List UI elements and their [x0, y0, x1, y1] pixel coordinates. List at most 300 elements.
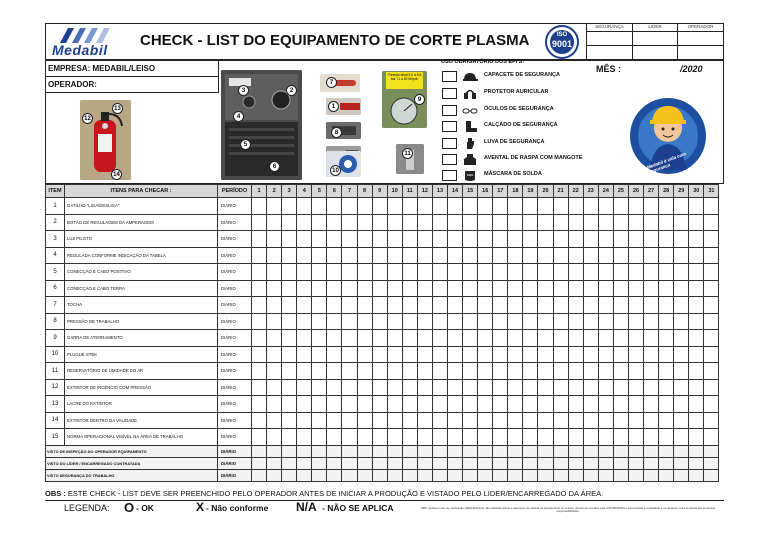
check-cell[interactable]	[689, 363, 704, 380]
visto-cell[interactable]	[372, 457, 387, 469]
check-cell[interactable]	[659, 198, 674, 215]
check-cell[interactable]	[448, 247, 463, 264]
visto-cell[interactable]	[372, 445, 387, 457]
check-cell[interactable]	[508, 198, 523, 215]
visto-cell[interactable]	[523, 445, 538, 457]
check-cell[interactable]	[613, 280, 628, 297]
visto-cell[interactable]	[267, 445, 282, 457]
check-cell[interactable]	[704, 429, 719, 446]
check-cell[interactable]	[342, 412, 357, 429]
check-cell[interactable]	[598, 247, 613, 264]
check-cell[interactable]	[372, 396, 387, 413]
check-cell[interactable]	[644, 297, 659, 314]
visto-cell[interactable]	[613, 445, 628, 457]
visto-cell[interactable]	[493, 469, 508, 481]
check-cell[interactable]	[674, 429, 689, 446]
check-cell[interactable]	[628, 346, 643, 363]
visto-cell[interactable]	[659, 469, 674, 481]
check-cell[interactable]	[327, 280, 342, 297]
check-cell[interactable]	[478, 363, 493, 380]
check-cell[interactable]	[493, 379, 508, 396]
check-cell[interactable]	[342, 198, 357, 215]
visto-cell[interactable]	[523, 457, 538, 469]
check-cell[interactable]	[644, 313, 659, 330]
check-cell[interactable]	[402, 231, 417, 248]
check-cell[interactable]	[478, 429, 493, 446]
visto-cell[interactable]	[282, 457, 297, 469]
check-cell[interactable]	[312, 297, 327, 314]
visto-cell[interactable]	[538, 445, 553, 457]
visto-cell[interactable]	[553, 469, 568, 481]
check-cell[interactable]	[508, 247, 523, 264]
visto-cell[interactable]	[402, 469, 417, 481]
check-cell[interactable]	[493, 346, 508, 363]
check-cell[interactable]	[402, 429, 417, 446]
check-cell[interactable]	[659, 297, 674, 314]
check-cell[interactable]	[327, 231, 342, 248]
check-cell[interactable]	[463, 379, 478, 396]
check-cell[interactable]	[644, 429, 659, 446]
check-cell[interactable]	[372, 330, 387, 347]
check-cell[interactable]	[568, 429, 583, 446]
check-cell[interactable]	[493, 313, 508, 330]
check-cell[interactable]	[372, 363, 387, 380]
check-cell[interactable]	[372, 379, 387, 396]
check-cell[interactable]	[448, 231, 463, 248]
check-cell[interactable]	[402, 280, 417, 297]
visto-cell[interactable]	[448, 445, 463, 457]
check-cell[interactable]	[357, 214, 372, 231]
check-cell[interactable]	[523, 198, 538, 215]
check-cell[interactable]	[583, 346, 598, 363]
epi-checkbox[interactable]	[442, 138, 457, 149]
check-cell[interactable]	[508, 297, 523, 314]
check-cell[interactable]	[267, 198, 282, 215]
check-cell[interactable]	[357, 264, 372, 281]
check-cell[interactable]	[508, 412, 523, 429]
check-cell[interactable]	[478, 396, 493, 413]
check-cell[interactable]	[538, 247, 553, 264]
check-cell[interactable]	[342, 396, 357, 413]
check-cell[interactable]	[342, 346, 357, 363]
check-cell[interactable]	[644, 198, 659, 215]
check-cell[interactable]	[312, 396, 327, 413]
check-cell[interactable]	[357, 429, 372, 446]
check-cell[interactable]	[613, 231, 628, 248]
check-cell[interactable]	[704, 346, 719, 363]
check-cell[interactable]	[478, 264, 493, 281]
visto-cell[interactable]	[674, 469, 689, 481]
check-cell[interactable]	[553, 198, 568, 215]
check-cell[interactable]	[463, 330, 478, 347]
check-cell[interactable]	[402, 346, 417, 363]
check-cell[interactable]	[659, 280, 674, 297]
check-cell[interactable]	[372, 313, 387, 330]
check-cell[interactable]	[327, 198, 342, 215]
check-cell[interactable]	[553, 396, 568, 413]
check-cell[interactable]	[387, 297, 402, 314]
check-cell[interactable]	[387, 363, 402, 380]
visto-cell[interactable]	[342, 457, 357, 469]
check-cell[interactable]	[613, 247, 628, 264]
check-cell[interactable]	[553, 429, 568, 446]
visto-cell[interactable]	[402, 445, 417, 457]
check-cell[interactable]	[432, 231, 447, 248]
check-cell[interactable]	[297, 363, 312, 380]
check-cell[interactable]	[252, 264, 267, 281]
check-cell[interactable]	[297, 264, 312, 281]
check-cell[interactable]	[568, 313, 583, 330]
visto-cell[interactable]	[598, 445, 613, 457]
check-cell[interactable]	[448, 396, 463, 413]
check-cell[interactable]	[644, 412, 659, 429]
check-cell[interactable]	[327, 429, 342, 446]
check-cell[interactable]	[674, 247, 689, 264]
check-cell[interactable]	[598, 231, 613, 248]
visto-cell[interactable]	[568, 457, 583, 469]
check-cell[interactable]	[613, 363, 628, 380]
check-cell[interactable]	[432, 313, 447, 330]
visto-cell[interactable]	[463, 445, 478, 457]
check-cell[interactable]	[432, 396, 447, 413]
check-cell[interactable]	[282, 313, 297, 330]
check-cell[interactable]	[553, 280, 568, 297]
check-cell[interactable]	[267, 214, 282, 231]
check-cell[interactable]	[689, 297, 704, 314]
visto-cell[interactable]	[387, 469, 402, 481]
visto-cell[interactable]	[417, 457, 432, 469]
check-cell[interactable]	[644, 280, 659, 297]
check-cell[interactable]	[463, 346, 478, 363]
check-cell[interactable]	[538, 429, 553, 446]
check-cell[interactable]	[372, 231, 387, 248]
empresa-field[interactable]	[45, 60, 219, 77]
check-cell[interactable]	[448, 297, 463, 314]
check-cell[interactable]	[689, 379, 704, 396]
check-cell[interactable]	[327, 330, 342, 347]
visto-cell[interactable]	[417, 469, 432, 481]
check-cell[interactable]	[282, 429, 297, 446]
visto-cell[interactable]	[659, 445, 674, 457]
check-cell[interactable]	[478, 198, 493, 215]
check-cell[interactable]	[417, 330, 432, 347]
check-cell[interactable]	[417, 396, 432, 413]
check-cell[interactable]	[282, 214, 297, 231]
check-cell[interactable]	[312, 214, 327, 231]
visto-cell[interactable]	[357, 445, 372, 457]
check-cell[interactable]	[628, 198, 643, 215]
check-cell[interactable]	[432, 363, 447, 380]
check-cell[interactable]	[387, 280, 402, 297]
check-cell[interactable]	[628, 264, 643, 281]
check-cell[interactable]	[659, 412, 674, 429]
check-cell[interactable]	[644, 264, 659, 281]
signature-cell[interactable]	[677, 45, 724, 60]
check-cell[interactable]	[432, 330, 447, 347]
visto-cell[interactable]	[628, 457, 643, 469]
visto-cell[interactable]	[538, 457, 553, 469]
check-cell[interactable]	[493, 297, 508, 314]
check-cell[interactable]	[523, 396, 538, 413]
check-cell[interactable]	[689, 214, 704, 231]
check-cell[interactable]	[282, 330, 297, 347]
check-cell[interactable]	[252, 280, 267, 297]
check-cell[interactable]	[659, 330, 674, 347]
visto-cell[interactable]	[628, 469, 643, 481]
check-cell[interactable]	[478, 379, 493, 396]
check-cell[interactable]	[432, 264, 447, 281]
check-cell[interactable]	[613, 313, 628, 330]
check-cell[interactable]	[372, 412, 387, 429]
check-cell[interactable]	[252, 198, 267, 215]
check-cell[interactable]	[357, 280, 372, 297]
check-cell[interactable]	[448, 330, 463, 347]
check-cell[interactable]	[613, 412, 628, 429]
check-cell[interactable]	[297, 330, 312, 347]
check-cell[interactable]	[463, 363, 478, 380]
check-cell[interactable]	[583, 313, 598, 330]
check-cell[interactable]	[508, 346, 523, 363]
check-cell[interactable]	[402, 363, 417, 380]
check-cell[interactable]	[312, 412, 327, 429]
check-cell[interactable]	[432, 247, 447, 264]
check-cell[interactable]	[538, 346, 553, 363]
check-cell[interactable]	[478, 330, 493, 347]
visto-cell[interactable]	[297, 469, 312, 481]
check-cell[interactable]	[267, 231, 282, 248]
visto-cell[interactable]	[538, 469, 553, 481]
check-cell[interactable]	[478, 231, 493, 248]
check-cell[interactable]	[387, 313, 402, 330]
check-cell[interactable]	[538, 231, 553, 248]
check-cell[interactable]	[282, 280, 297, 297]
visto-cell[interactable]	[267, 457, 282, 469]
visto-cell[interactable]	[267, 469, 282, 481]
check-cell[interactable]	[463, 429, 478, 446]
check-cell[interactable]	[568, 412, 583, 429]
visto-cell[interactable]	[553, 457, 568, 469]
check-cell[interactable]	[448, 363, 463, 380]
check-cell[interactable]	[252, 396, 267, 413]
check-cell[interactable]	[598, 396, 613, 413]
check-cell[interactable]	[357, 231, 372, 248]
check-cell[interactable]	[252, 429, 267, 446]
check-cell[interactable]	[568, 214, 583, 231]
check-cell[interactable]	[644, 363, 659, 380]
check-cell[interactable]	[598, 412, 613, 429]
check-cell[interactable]	[674, 280, 689, 297]
visto-cell[interactable]	[568, 469, 583, 481]
visto-cell[interactable]	[417, 445, 432, 457]
check-cell[interactable]	[267, 396, 282, 413]
check-cell[interactable]	[538, 330, 553, 347]
check-cell[interactable]	[508, 330, 523, 347]
check-cell[interactable]	[327, 264, 342, 281]
check-cell[interactable]	[463, 396, 478, 413]
visto-cell[interactable]	[432, 469, 447, 481]
check-cell[interactable]	[553, 363, 568, 380]
check-cell[interactable]	[493, 280, 508, 297]
check-cell[interactable]	[704, 330, 719, 347]
check-cell[interactable]	[553, 214, 568, 231]
epi-checkbox[interactable]	[442, 105, 457, 116]
check-cell[interactable]	[342, 231, 357, 248]
check-cell[interactable]	[297, 379, 312, 396]
check-cell[interactable]	[674, 264, 689, 281]
signature-cell[interactable]	[586, 45, 633, 60]
check-cell[interactable]	[508, 231, 523, 248]
check-cell[interactable]	[674, 330, 689, 347]
signature-cell[interactable]	[632, 45, 678, 60]
check-cell[interactable]	[448, 429, 463, 446]
check-cell[interactable]	[478, 280, 493, 297]
check-cell[interactable]	[387, 330, 402, 347]
check-cell[interactable]	[613, 429, 628, 446]
check-cell[interactable]	[598, 379, 613, 396]
visto-cell[interactable]	[583, 469, 598, 481]
check-cell[interactable]	[568, 280, 583, 297]
check-cell[interactable]	[417, 297, 432, 314]
visto-cell[interactable]	[312, 457, 327, 469]
check-cell[interactable]	[448, 346, 463, 363]
check-cell[interactable]	[659, 214, 674, 231]
check-cell[interactable]	[553, 346, 568, 363]
visto-cell[interactable]	[568, 445, 583, 457]
check-cell[interactable]	[704, 231, 719, 248]
check-cell[interactable]	[689, 264, 704, 281]
check-cell[interactable]	[312, 330, 327, 347]
check-cell[interactable]	[402, 313, 417, 330]
check-cell[interactable]	[508, 379, 523, 396]
check-cell[interactable]	[402, 379, 417, 396]
check-cell[interactable]	[659, 396, 674, 413]
check-cell[interactable]	[387, 346, 402, 363]
check-cell[interactable]	[644, 330, 659, 347]
check-cell[interactable]	[523, 313, 538, 330]
check-cell[interactable]	[689, 280, 704, 297]
visto-cell[interactable]	[628, 445, 643, 457]
check-cell[interactable]	[583, 247, 598, 264]
check-cell[interactable]	[312, 280, 327, 297]
check-cell[interactable]	[252, 214, 267, 231]
check-cell[interactable]	[417, 214, 432, 231]
check-cell[interactable]	[583, 264, 598, 281]
check-cell[interactable]	[282, 198, 297, 215]
check-cell[interactable]	[674, 412, 689, 429]
check-cell[interactable]	[538, 264, 553, 281]
check-cell[interactable]	[372, 297, 387, 314]
check-cell[interactable]	[598, 297, 613, 314]
check-cell[interactable]	[598, 346, 613, 363]
check-cell[interactable]	[252, 330, 267, 347]
check-cell[interactable]	[523, 412, 538, 429]
check-cell[interactable]	[448, 412, 463, 429]
check-cell[interactable]	[689, 330, 704, 347]
check-cell[interactable]	[417, 412, 432, 429]
check-cell[interactable]	[432, 214, 447, 231]
check-cell[interactable]	[493, 247, 508, 264]
check-cell[interactable]	[372, 214, 387, 231]
check-cell[interactable]	[704, 247, 719, 264]
check-cell[interactable]	[417, 231, 432, 248]
visto-cell[interactable]	[357, 457, 372, 469]
visto-cell[interactable]	[432, 445, 447, 457]
year-value[interactable]: /2020	[680, 64, 703, 74]
check-cell[interactable]	[508, 363, 523, 380]
check-cell[interactable]	[417, 264, 432, 281]
check-cell[interactable]	[327, 214, 342, 231]
visto-cell[interactable]	[704, 445, 719, 457]
check-cell[interactable]	[493, 396, 508, 413]
check-cell[interactable]	[342, 264, 357, 281]
check-cell[interactable]	[598, 313, 613, 330]
check-cell[interactable]	[493, 231, 508, 248]
check-cell[interactable]	[659, 231, 674, 248]
check-cell[interactable]	[508, 429, 523, 446]
check-cell[interactable]	[598, 429, 613, 446]
check-cell[interactable]	[508, 280, 523, 297]
epi-checkbox[interactable]	[442, 170, 457, 181]
check-cell[interactable]	[553, 231, 568, 248]
check-cell[interactable]	[553, 264, 568, 281]
check-cell[interactable]	[704, 363, 719, 380]
check-cell[interactable]	[553, 379, 568, 396]
epi-checkbox[interactable]	[442, 154, 457, 165]
check-cell[interactable]	[312, 231, 327, 248]
visto-cell[interactable]	[402, 457, 417, 469]
check-cell[interactable]	[417, 280, 432, 297]
check-cell[interactable]	[417, 429, 432, 446]
check-cell[interactable]	[568, 247, 583, 264]
check-cell[interactable]	[704, 198, 719, 215]
check-cell[interactable]	[312, 379, 327, 396]
check-cell[interactable]	[267, 280, 282, 297]
check-cell[interactable]	[387, 412, 402, 429]
check-cell[interactable]	[463, 313, 478, 330]
check-cell[interactable]	[252, 379, 267, 396]
check-cell[interactable]	[372, 346, 387, 363]
check-cell[interactable]	[659, 363, 674, 380]
check-cell[interactable]	[674, 313, 689, 330]
visto-cell[interactable]	[372, 469, 387, 481]
visto-cell[interactable]	[478, 469, 493, 481]
check-cell[interactable]	[252, 231, 267, 248]
check-cell[interactable]	[402, 247, 417, 264]
signature-cell[interactable]	[677, 31, 724, 46]
check-cell[interactable]	[659, 247, 674, 264]
visto-cell[interactable]	[674, 457, 689, 469]
check-cell[interactable]	[583, 396, 598, 413]
check-cell[interactable]	[628, 379, 643, 396]
check-cell[interactable]	[644, 346, 659, 363]
check-cell[interactable]	[583, 429, 598, 446]
check-cell[interactable]	[402, 198, 417, 215]
check-cell[interactable]	[448, 214, 463, 231]
check-cell[interactable]	[357, 346, 372, 363]
visto-cell[interactable]	[583, 457, 598, 469]
check-cell[interactable]	[628, 313, 643, 330]
epi-checkbox[interactable]	[442, 121, 457, 132]
check-cell[interactable]	[553, 247, 568, 264]
check-cell[interactable]	[357, 330, 372, 347]
check-cell[interactable]	[267, 412, 282, 429]
check-cell[interactable]	[252, 297, 267, 314]
check-cell[interactable]	[357, 198, 372, 215]
check-cell[interactable]	[357, 379, 372, 396]
check-cell[interactable]	[538, 379, 553, 396]
epi-checkbox[interactable]	[442, 88, 457, 99]
check-cell[interactable]	[583, 379, 598, 396]
